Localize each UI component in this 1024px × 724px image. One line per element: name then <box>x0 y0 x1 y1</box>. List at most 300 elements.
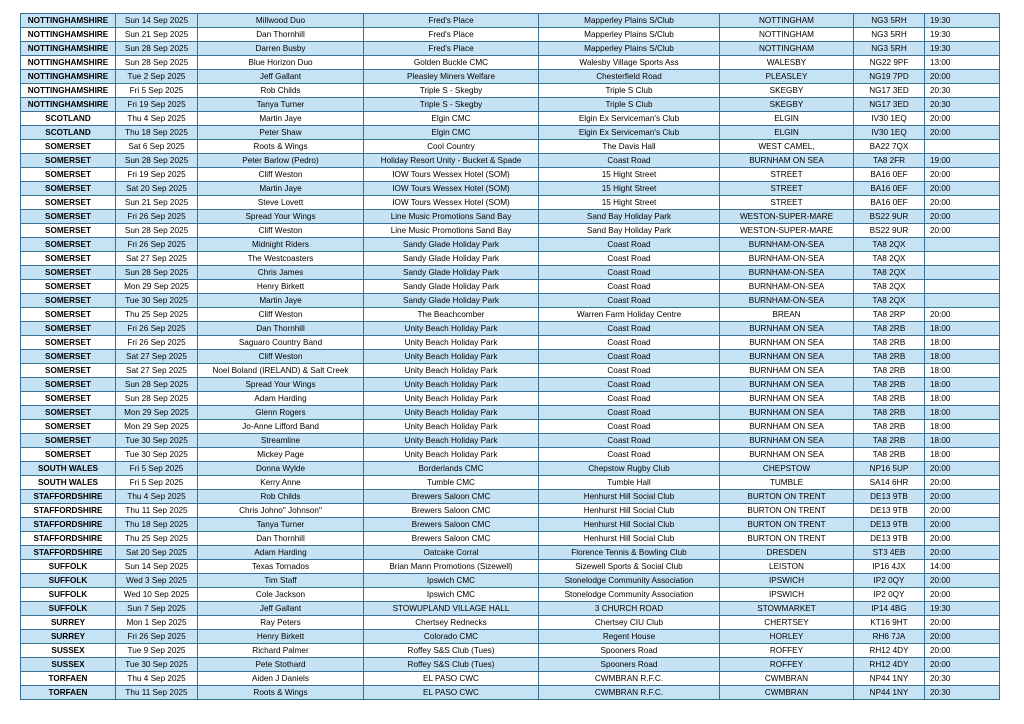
artist-cell: Kerry Anne <box>198 476 364 490</box>
town-cell: STREET <box>720 168 854 182</box>
table-row <box>21 112 1000 126</box>
venue-cell: Coast Road <box>539 266 720 280</box>
table-row <box>21 42 1000 56</box>
venue-cell: 3 CHURCH ROAD <box>539 602 720 616</box>
postcode-cell: NG22 9PF <box>854 56 925 70</box>
date-cell: Tue 30 Sep 2025 <box>116 658 198 672</box>
venue-cell: Chertsey CIU Club <box>539 616 720 630</box>
table-row <box>21 350 1000 364</box>
table-row <box>21 574 1000 588</box>
venue-cell: Chesterfield Road <box>539 70 720 84</box>
artist-cell: Tanya Turner <box>198 518 364 532</box>
artist-cell: Rob Childs <box>198 84 364 98</box>
time-cell: 20:00 <box>925 616 1000 630</box>
town-cell: BURNHAM ON SEA <box>720 364 854 378</box>
county-cell: STAFFORDSHIRE <box>21 518 116 532</box>
time-cell: 20:00 <box>925 70 1000 84</box>
county-cell: SOMERSET <box>21 406 116 420</box>
town-cell: WEST CAMEL, <box>720 140 854 154</box>
county-cell: SOMERSET <box>21 140 116 154</box>
table-row <box>21 252 1000 266</box>
table-row <box>21 322 1000 336</box>
county-cell: SURREY <box>21 616 116 630</box>
date-cell: Fri 26 Sep 2025 <box>116 630 198 644</box>
postcode-cell: NG3 5RH <box>854 14 925 28</box>
club-cell: Unity Beach Holiday Park <box>364 406 539 420</box>
town-cell: BURNHAM ON SEA <box>720 154 854 168</box>
county-cell: SOMERSET <box>21 336 116 350</box>
time-cell: 19:00 <box>925 154 1000 168</box>
time-cell: 20:00 <box>925 462 1000 476</box>
artist-cell: Jeff Gallant <box>198 70 364 84</box>
artist-cell: Jo-Anne Lifford Band <box>198 420 364 434</box>
date-cell: Fri 5 Sep 2025 <box>116 84 198 98</box>
time-cell <box>925 238 1000 252</box>
table-row <box>21 686 1000 700</box>
time-cell: 18:00 <box>925 406 1000 420</box>
venue-cell: CWMBRAN R.F.C. <box>539 686 720 700</box>
artist-cell: Saguaro Country Band <box>198 336 364 350</box>
town-cell: NOTTINGHAM <box>720 14 854 28</box>
postcode-cell: NP44 1NY <box>854 672 925 686</box>
artist-cell: Aiden J Daniels <box>198 672 364 686</box>
date-cell: Sat 27 Sep 2025 <box>116 350 198 364</box>
county-cell: STAFFORDSHIRE <box>21 490 116 504</box>
date-cell: Fri 26 Sep 2025 <box>116 238 198 252</box>
county-cell: SOMERSET <box>21 322 116 336</box>
venue-cell: Coast Road <box>539 406 720 420</box>
date-cell: Thu 25 Sep 2025 <box>116 532 198 546</box>
artist-cell: Chris James <box>198 266 364 280</box>
table-row <box>21 420 1000 434</box>
postcode-cell: IP2 0QY <box>854 574 925 588</box>
date-cell: Thu 4 Sep 2025 <box>116 112 198 126</box>
club-cell: Brewers Saloon CMC <box>364 532 539 546</box>
table-row <box>21 56 1000 70</box>
artist-cell: Blue Horizon Duo <box>198 56 364 70</box>
town-cell: STREET <box>720 182 854 196</box>
time-cell <box>925 252 1000 266</box>
postcode-cell: DE13 9TB <box>854 532 925 546</box>
venue-cell: Coast Road <box>539 154 720 168</box>
date-cell: Sun 28 Sep 2025 <box>116 56 198 70</box>
venue-cell: Coast Road <box>539 378 720 392</box>
club-cell: Sandy Glade Holiday Park <box>364 294 539 308</box>
table-row <box>21 546 1000 560</box>
time-cell: 20:00 <box>925 112 1000 126</box>
venue-cell: Chepstow Rugby Club <box>539 462 720 476</box>
postcode-cell: IV30 1EQ <box>854 126 925 140</box>
town-cell: WALESBY <box>720 56 854 70</box>
county-cell: SOMERSET <box>21 252 116 266</box>
time-cell <box>925 140 1000 154</box>
county-cell: NOTTINGHAMSHIRE <box>21 42 116 56</box>
club-cell: Triple S - Skegby <box>364 84 539 98</box>
artist-cell: Cliff Weston <box>198 224 364 238</box>
town-cell: TUMBLE <box>720 476 854 490</box>
date-cell: Thu 25 Sep 2025 <box>116 308 198 322</box>
postcode-cell: TA8 2RB <box>854 434 925 448</box>
club-cell: Unity Beach Holiday Park <box>364 392 539 406</box>
club-cell: Brewers Saloon CMC <box>364 490 539 504</box>
table-row <box>21 280 1000 294</box>
time-cell: 19:30 <box>925 14 1000 28</box>
club-cell: Cool Country <box>364 140 539 154</box>
venue-cell: Coast Road <box>539 336 720 350</box>
club-cell: Brian Mann Promotions (Sizewell) <box>364 560 539 574</box>
artist-cell: Dan Thornhill <box>198 322 364 336</box>
county-cell: SOMERSET <box>21 420 116 434</box>
venue-cell: Mapperley Plains S/Club <box>539 28 720 42</box>
time-cell: 18:00 <box>925 322 1000 336</box>
table-row <box>21 294 1000 308</box>
time-cell <box>925 294 1000 308</box>
table-row <box>21 532 1000 546</box>
venue-cell: Coast Road <box>539 350 720 364</box>
club-cell: Line Music Promotions Sand Bay <box>364 210 539 224</box>
date-cell: Sat 20 Sep 2025 <box>116 546 198 560</box>
artist-cell: Glenn Rogers <box>198 406 364 420</box>
artist-cell: Donna Wylde <box>198 462 364 476</box>
date-cell: Sat 27 Sep 2025 <box>116 364 198 378</box>
postcode-cell: TA8 2QX <box>854 280 925 294</box>
date-cell: Thu 4 Sep 2025 <box>116 490 198 504</box>
date-cell: Tue 2 Sep 2025 <box>116 70 198 84</box>
postcode-cell: TA8 2QX <box>854 266 925 280</box>
club-cell: IOW Tours Wessex Hotel (SOM) <box>364 168 539 182</box>
venue-cell: Spooners Road <box>539 658 720 672</box>
venue-cell: Tumble Hall <box>539 476 720 490</box>
table-row <box>21 560 1000 574</box>
town-cell: WESTON-SUPER-MARE <box>720 210 854 224</box>
artist-cell: Dan Thornhill <box>198 28 364 42</box>
postcode-cell: TA8 2RB <box>854 392 925 406</box>
date-cell: Thu 11 Sep 2025 <box>116 504 198 518</box>
county-cell: SOMERSET <box>21 294 116 308</box>
table-row <box>21 588 1000 602</box>
table-row <box>21 504 1000 518</box>
artist-cell: Henry Birkett <box>198 280 364 294</box>
postcode-cell: TA8 2RB <box>854 364 925 378</box>
table-row <box>21 266 1000 280</box>
artist-cell: Spread Your Wings <box>198 378 364 392</box>
table-row <box>21 406 1000 420</box>
county-cell: SOMERSET <box>21 434 116 448</box>
club-cell: EL PASO CWC <box>364 672 539 686</box>
artist-cell: Roots & Wings <box>198 686 364 700</box>
county-cell: NOTTINGHAMSHIRE <box>21 56 116 70</box>
artist-cell: Jeff Gallant <box>198 602 364 616</box>
county-cell: SOMERSET <box>21 378 116 392</box>
table-row <box>21 182 1000 196</box>
table-row <box>21 658 1000 672</box>
time-cell: 20:00 <box>925 490 1000 504</box>
club-cell: Unity Beach Holiday Park <box>364 434 539 448</box>
venue-cell: Sand Bay Holiday Park <box>539 224 720 238</box>
table-row <box>21 616 1000 630</box>
artist-cell: Noel Boland (IRELAND) & Salt Creek <box>198 364 364 378</box>
table-body <box>21 14 1000 700</box>
venue-cell: Mapperley Plains S/Club <box>539 42 720 56</box>
county-cell: SOMERSET <box>21 350 116 364</box>
county-cell: NOTTINGHAMSHIRE <box>21 28 116 42</box>
postcode-cell: TA8 2FR <box>854 154 925 168</box>
date-cell: Sun 21 Sep 2025 <box>116 196 198 210</box>
postcode-cell: TA8 2QX <box>854 252 925 266</box>
table-row <box>21 84 1000 98</box>
county-cell: NOTTINGHAMSHIRE <box>21 70 116 84</box>
town-cell: BURTON ON TRENT <box>720 504 854 518</box>
table-row <box>21 14 1000 28</box>
postcode-cell: DE13 9TB <box>854 518 925 532</box>
town-cell: CWMBRAN <box>720 672 854 686</box>
county-cell: SUFFOLK <box>21 574 116 588</box>
town-cell: BURNHAM ON SEA <box>720 448 854 462</box>
date-cell: Sun 28 Sep 2025 <box>116 392 198 406</box>
postcode-cell: NP44 1NY <box>854 686 925 700</box>
club-cell: Triple S - Skegby <box>364 98 539 112</box>
postcode-cell: BA16 0EF <box>854 168 925 182</box>
venue-cell: Walesby Village Sports Ass <box>539 56 720 70</box>
date-cell: Wed 10 Sep 2025 <box>116 588 198 602</box>
table-row <box>21 238 1000 252</box>
club-cell: Sandy Glade Holiday Park <box>364 238 539 252</box>
postcode-cell: DE13 9TB <box>854 504 925 518</box>
postcode-cell: IP16 4JX <box>854 560 925 574</box>
artist-cell: Henry Birkett <box>198 630 364 644</box>
club-cell: Fred's Place <box>364 14 539 28</box>
town-cell: BREAN <box>720 308 854 322</box>
date-cell: Thu 18 Sep 2025 <box>116 518 198 532</box>
date-cell: Thu 11 Sep 2025 <box>116 686 198 700</box>
artist-cell: Peter Barlow (Pedro) <box>198 154 364 168</box>
venue-cell: Henhurst Hill Social Club <box>539 532 720 546</box>
town-cell: BURNHAM ON SEA <box>720 378 854 392</box>
time-cell: 18:00 <box>925 392 1000 406</box>
club-cell: Sandy Glade Holiday Park <box>364 266 539 280</box>
table-row <box>21 602 1000 616</box>
time-cell: 20:30 <box>925 672 1000 686</box>
county-cell: SOMERSET <box>21 154 116 168</box>
club-cell: Roffey S&S Club (Tues) <box>364 644 539 658</box>
postcode-cell: TA8 2QX <box>854 294 925 308</box>
venue-cell: Coast Road <box>539 434 720 448</box>
artist-cell: Ray Peters <box>198 616 364 630</box>
table-row <box>21 28 1000 42</box>
town-cell: BURTON ON TRENT <box>720 518 854 532</box>
town-cell: STOWMARKET <box>720 602 854 616</box>
artist-cell: Dan Thornhill <box>198 532 364 546</box>
postcode-cell: TA8 2RB <box>854 378 925 392</box>
county-cell: SCOTLAND <box>21 126 116 140</box>
artist-cell: Martin Jaye <box>198 112 364 126</box>
venue-cell: Sand Bay Holiday Park <box>539 210 720 224</box>
postcode-cell: RH12 4DY <box>854 644 925 658</box>
table-row <box>21 644 1000 658</box>
time-cell: 20:00 <box>925 182 1000 196</box>
postcode-cell: NG17 3ED <box>854 84 925 98</box>
date-cell: Sun 28 Sep 2025 <box>116 266 198 280</box>
town-cell: ROFFEY <box>720 644 854 658</box>
date-cell: Sun 28 Sep 2025 <box>116 154 198 168</box>
postcode-cell: NP16 5UP <box>854 462 925 476</box>
artist-cell: Midnight Riders <box>198 238 364 252</box>
venue-cell: Coast Road <box>539 392 720 406</box>
time-cell: 20:00 <box>925 518 1000 532</box>
date-cell: Sun 28 Sep 2025 <box>116 42 198 56</box>
date-cell: Mon 29 Sep 2025 <box>116 406 198 420</box>
postcode-cell: NG19 7PD <box>854 70 925 84</box>
postcode-cell: KT16 9HT <box>854 616 925 630</box>
date-cell: Wed 3 Sep 2025 <box>116 574 198 588</box>
time-cell: 20:00 <box>925 126 1000 140</box>
artist-cell: Cole Jackson <box>198 588 364 602</box>
artist-cell: Texas Tornados <box>198 560 364 574</box>
club-cell: Borderlands CMC <box>364 462 539 476</box>
county-cell: SUFFOLK <box>21 602 116 616</box>
venue-cell: Coast Road <box>539 280 720 294</box>
county-cell: SOMERSET <box>21 308 116 322</box>
artist-cell: Mickey Page <box>198 448 364 462</box>
town-cell: BURTON ON TRENT <box>720 490 854 504</box>
county-cell: SUSSEX <box>21 658 116 672</box>
table-row <box>21 210 1000 224</box>
table-row <box>21 336 1000 350</box>
town-cell: WESTON-SUPER-MARE <box>720 224 854 238</box>
postcode-cell: BA22 7QX <box>854 140 925 154</box>
county-cell: SOMERSET <box>21 168 116 182</box>
county-cell: SOMERSET <box>21 280 116 294</box>
county-cell: SOMERSET <box>21 182 116 196</box>
date-cell: Sat 20 Sep 2025 <box>116 182 198 196</box>
town-cell: CWMBRAN <box>720 686 854 700</box>
postcode-cell: TA8 2RP <box>854 308 925 322</box>
club-cell: Unity Beach Holiday Park <box>364 378 539 392</box>
venue-cell: Stonelodge Community Association <box>539 574 720 588</box>
time-cell: 20:00 <box>925 574 1000 588</box>
county-cell: SURREY <box>21 630 116 644</box>
venue-cell: Coast Road <box>539 252 720 266</box>
town-cell: DRESDEN <box>720 546 854 560</box>
postcode-cell: BS22 9UR <box>854 224 925 238</box>
club-cell: EL PASO CWC <box>364 686 539 700</box>
club-cell: Unity Beach Holiday Park <box>364 364 539 378</box>
county-cell: SCOTLAND <box>21 112 116 126</box>
table-row <box>21 140 1000 154</box>
postcode-cell: BS22 9UR <box>854 210 925 224</box>
date-cell: Sun 7 Sep 2025 <box>116 602 198 616</box>
club-cell: Ipswich CMC <box>364 588 539 602</box>
club-cell: Roffey S&S Club (Tues) <box>364 658 539 672</box>
time-cell: 20:30 <box>925 98 1000 112</box>
date-cell: Tue 30 Sep 2025 <box>116 294 198 308</box>
club-cell: Elgin CMC <box>364 126 539 140</box>
postcode-cell: BA16 0EF <box>854 182 925 196</box>
time-cell: 20:00 <box>925 308 1000 322</box>
time-cell: 18:00 <box>925 350 1000 364</box>
venue-cell: Spooners Road <box>539 644 720 658</box>
artist-cell: Adam Harding <box>198 546 364 560</box>
postcode-cell: BA16 0EF <box>854 196 925 210</box>
town-cell: BURNHAM ON SEA <box>720 350 854 364</box>
date-cell: Fri 19 Sep 2025 <box>116 98 198 112</box>
venue-cell: Florence Tennis & Bowling Club <box>539 546 720 560</box>
date-cell: Mon 29 Sep 2025 <box>116 420 198 434</box>
artist-cell: Spread Your Wings <box>198 210 364 224</box>
county-cell: SOMERSET <box>21 392 116 406</box>
club-cell: Holiday Resort Unity - Bucket & Spade <box>364 154 539 168</box>
time-cell: 20:00 <box>925 168 1000 182</box>
time-cell: 20:00 <box>925 546 1000 560</box>
artist-cell: Cliff Weston <box>198 168 364 182</box>
table-row <box>21 364 1000 378</box>
time-cell: 18:00 <box>925 434 1000 448</box>
town-cell: CHEPSTOW <box>720 462 854 476</box>
club-cell: Tumble CMC <box>364 476 539 490</box>
town-cell: BURNHAM ON SEA <box>720 336 854 350</box>
club-cell: Golden Buckle CMC <box>364 56 539 70</box>
town-cell: ELGIN <box>720 112 854 126</box>
artist-cell: Martin Jaye <box>198 294 364 308</box>
date-cell: Sun 14 Sep 2025 <box>116 560 198 574</box>
table-row <box>21 378 1000 392</box>
county-cell: SOUTH WALES <box>21 476 116 490</box>
club-cell: Unity Beach Holiday Park <box>364 322 539 336</box>
table-row <box>21 490 1000 504</box>
time-cell: 18:00 <box>925 378 1000 392</box>
time-cell: 20:00 <box>925 210 1000 224</box>
date-cell: Fri 5 Sep 2025 <box>116 476 198 490</box>
town-cell: NOTTINGHAM <box>720 42 854 56</box>
artist-cell: Tanya Turner <box>198 98 364 112</box>
date-cell: Fri 5 Sep 2025 <box>116 462 198 476</box>
table-row <box>21 630 1000 644</box>
club-cell: Ipswich CMC <box>364 574 539 588</box>
county-cell: SOMERSET <box>21 448 116 462</box>
county-cell: NOTTINGHAMSHIRE <box>21 84 116 98</box>
town-cell: NOTTINGHAM <box>720 28 854 42</box>
date-cell: Fri 26 Sep 2025 <box>116 210 198 224</box>
venue-cell: Henhurst Hill Social Club <box>539 518 720 532</box>
county-cell: SUFFOLK <box>21 560 116 574</box>
county-cell: TORFAEN <box>21 686 116 700</box>
time-cell: 20:30 <box>925 84 1000 98</box>
table-row <box>21 126 1000 140</box>
artist-cell: The Westcoasters <box>198 252 364 266</box>
county-cell: STAFFORDSHIRE <box>21 504 116 518</box>
venue-cell: Coast Road <box>539 420 720 434</box>
town-cell: LEISTON <box>720 560 854 574</box>
artist-cell: Richard Palmer <box>198 644 364 658</box>
county-cell: SOMERSET <box>21 196 116 210</box>
postcode-cell: TA8 2QX <box>854 238 925 252</box>
date-cell: Tue 30 Sep 2025 <box>116 448 198 462</box>
town-cell: HORLEY <box>720 630 854 644</box>
county-cell: SOMERSET <box>21 364 116 378</box>
artist-cell: Chris Johno" Johnson" <box>198 504 364 518</box>
time-cell: 18:00 <box>925 448 1000 462</box>
artist-cell: Roots & Wings <box>198 140 364 154</box>
club-cell: IOW Tours Wessex Hotel (SOM) <box>364 196 539 210</box>
club-cell: Oatcake Corral <box>364 546 539 560</box>
venue-cell: Coast Road <box>539 294 720 308</box>
table-row <box>21 434 1000 448</box>
town-cell: BURNHAM-ON-SEA <box>720 280 854 294</box>
date-cell: Sun 21 Sep 2025 <box>116 28 198 42</box>
venue-cell: The Davis Hall <box>539 140 720 154</box>
time-cell: 18:00 <box>925 364 1000 378</box>
club-cell: Pleasley Miners Welfare <box>364 70 539 84</box>
